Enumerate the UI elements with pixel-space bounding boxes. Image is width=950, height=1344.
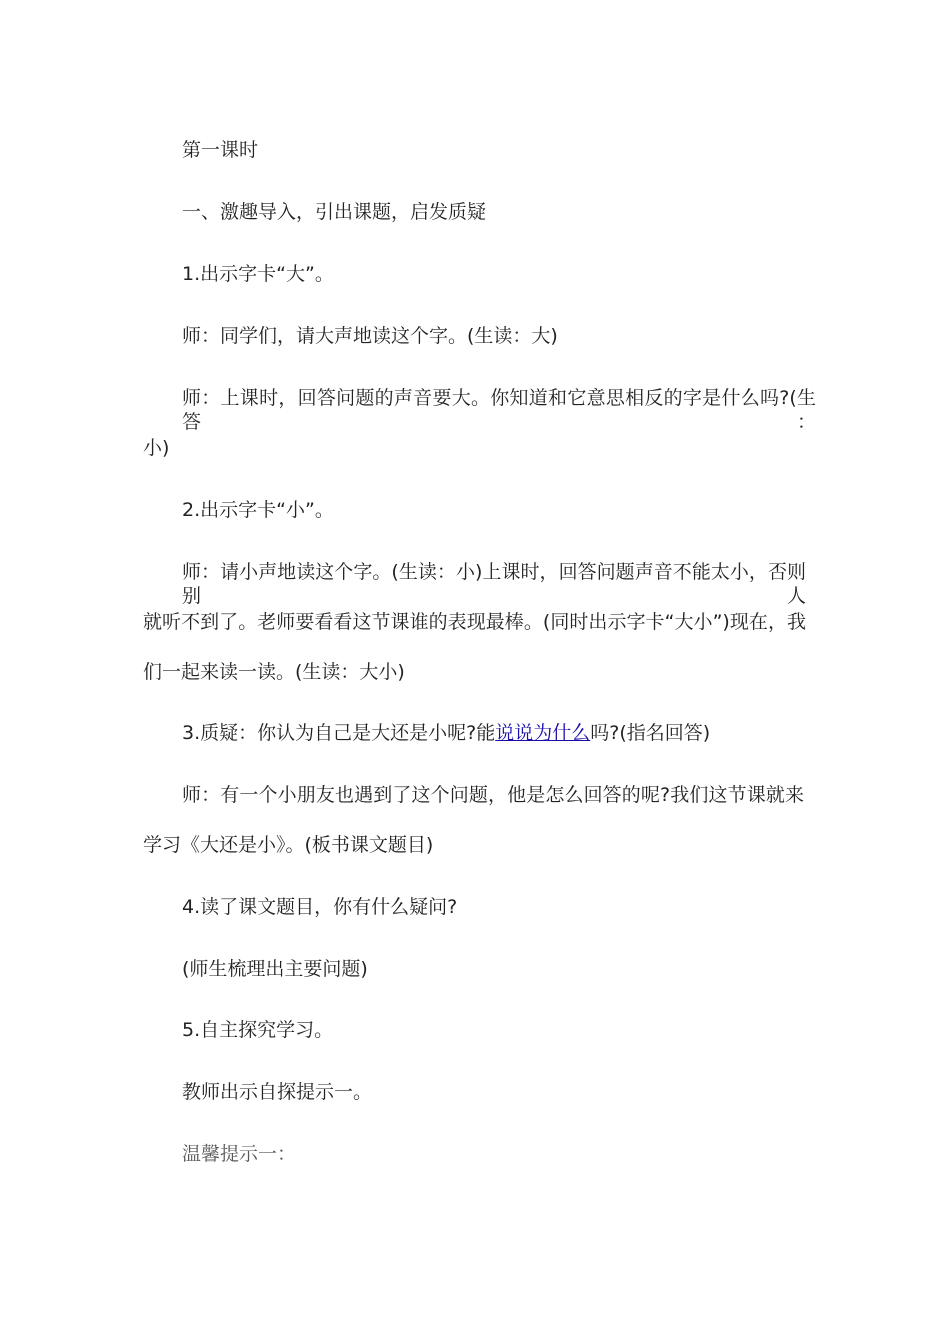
paragraph-teacher-1: 师：同学们，请大声地读这个字。(生读：大) [182,325,558,347]
explain-why-link[interactable]: 说说为什么 [495,722,591,744]
paragraph-step-3 [182,721,710,745]
paragraph-teacher-3-line-3: 们一起来读一读。(生读：大小) [143,661,405,683]
lesson-period-heading: 第一课时 [182,139,259,161]
tip-heading: 温馨提示一： [182,1143,297,1165]
section-heading-intro: 一、激趣导入，引出课题，启发质疑 [182,201,487,223]
paragraph-note: (师生梳理出主要问题) [182,958,368,980]
paragraph-teacher-4-line-2: 学习《大还是小》。(板书课文题目) [143,834,434,856]
paragraph-teacher-2-line-2: 小) [143,437,170,459]
step-3-text-after: 吗?(指名回答) [590,722,711,744]
paragraph-teacher-4-line-1: 师：有一个小朋友也遇到了这个问题，他是怎么回答的呢?我们这节课就来 [182,784,804,806]
paragraph-teacher-3-line-1: 师：请小声地读这个字。(生读：小)上课时，回答问题声音不能太小，否则别人 [182,561,806,607]
paragraph-step-1: 1.出示字卡“大”。 [182,263,334,285]
paragraph-step-2: 2.出示字卡“小”。 [182,499,334,521]
paragraph-teacher-3-line-2: 就听不到了。老师要看看这节课谁的表现最棒。(同时出示字卡“大小”)现在，我 [143,611,806,633]
paragraph-teacher-show-tip: 教师出示自探提示一。 [182,1081,373,1103]
paragraph-step-5: 5.自主探究学习。 [182,1019,334,1041]
step-3-text-before: 3.质疑：你认为自己是大还是小呢?能 [182,722,496,744]
paragraph-step-4: 4.读了课文题目，你有什么疑问? [182,896,458,918]
paragraph-teacher-2-line-1: 师：上课时，回答问题的声音要大。你知道和它意思相反的字是什么吗?(生答： [182,387,816,433]
